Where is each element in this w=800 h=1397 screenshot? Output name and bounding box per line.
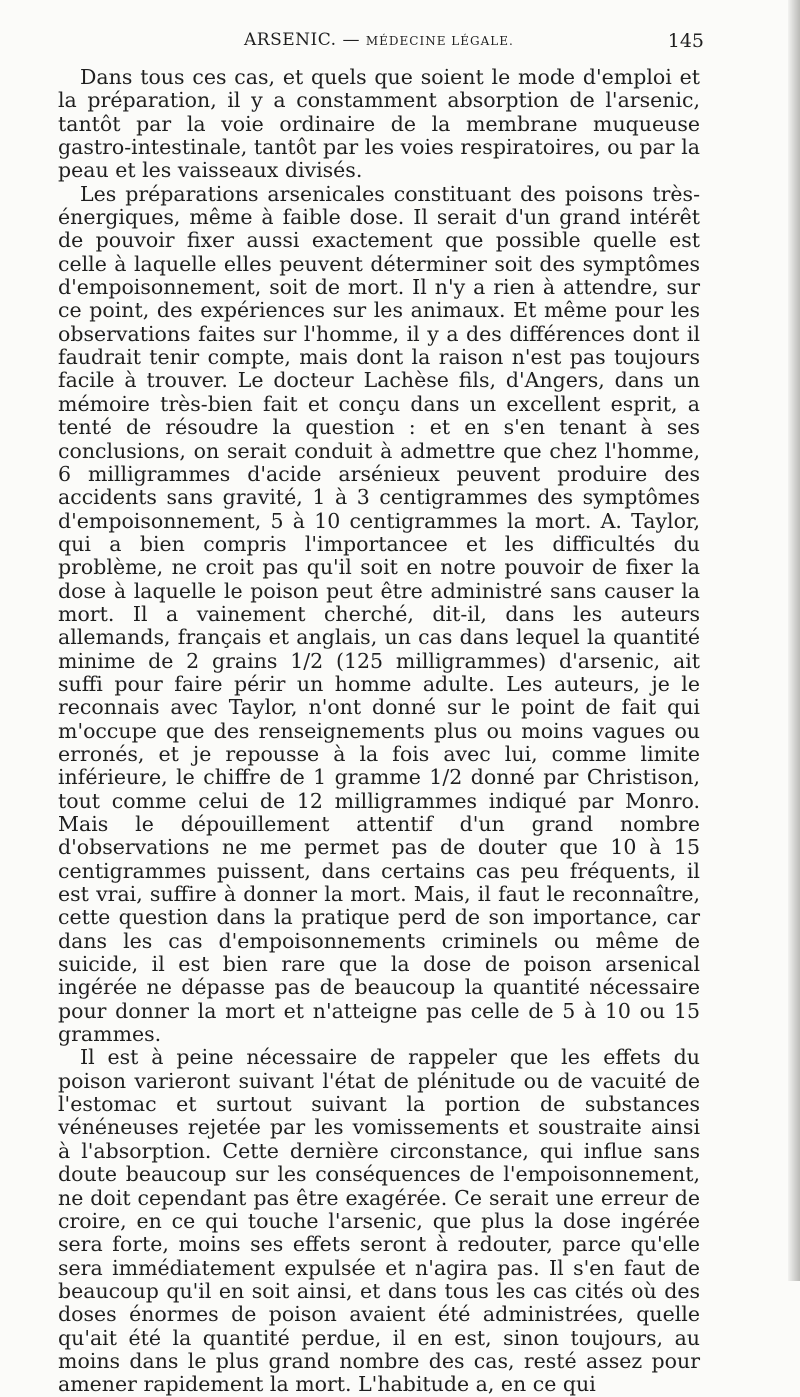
running-title bbox=[244, 30, 514, 50]
body-text bbox=[58, 66, 700, 1397]
page-number: 145 bbox=[667, 30, 704, 52]
paragraph-1: Dans tous ces cas, et quels que soient le mode d'emploi et la préparation, il y a constamment absorption de l'arsenic, tantôt par la voie ordinaire de la membrane muqueuse gastro-intestinale, tantôt par les voies respiratoires, ou par la peau et les vaisseaux divisés. bbox=[58, 65, 700, 183]
paragraph-2: Les préparations arsenicales constituant des poisons très-énergiques, même à faible dose. Il serait d'un grand intérêt de pouvoir fixer aussi exactement que possible quelle est celle à laquelle elles peuvent déterminer soit des symptômes d'empoisonnement, soit de mort. Il n'y a rien à attendre, sur ce point, des expériences sur les animaux. Et même pour les observations faites sur l'homme, il y a des différences dont il faudrait tenir compte, mais dont la raison n'est pas toujours facile à trouver. Le docteur Lachèse fils, d'Angers, dans un mémoire très-bien fait et conçu dans un excellent esprit, a tenté de résoudre la question : et en s'en tenant à ses conclusions, on serait conduit à admettre que chez l'homme, 6 milligrammes d'acide arsénieux peuvent produire des accidents sans gravité, 1 à 3 centigrammes des symptômes d'empoisonnement, 5 à 10 centigrammes la mort. A. Taylor, qui a bien compris l'importancee et les difficultés du problème, ne croit pas qu'il soit en notre pouvoir de fixer la dose à laquelle le poison peut être administré sans causer la mort. Il a vainement cherché, dit-il, dans les auteurs allemands, français et anglais, un cas dans lequel la quantité minime de 2 grains 1/2 (125 milligrammes) d'arsenic, ait suffi pour faire périr un homme adulte. Les auteurs, je le reconnais avec Taylor, n'ont donné sur le point de fait qui m'occupe que des renseignements plus ou moins vagues ou erronés, et je repousse à la fois avec lui, comme limite inférieure, le chiffre de 1 gramme 1/2 donné par Christison, tout comme celui de 12 milligrammes indiqué par Monro. Mais le dépouillement attentif d'un grand nombre d'observations ne me permet pas de douter que 10 à 15 centigrammes puissent, dans certains cas peu fréquents, il est vrai, suffire à donner la mort. Mais, il faut le reconnaître, cette question dans la pratique perd de son importance, car dans les cas d'empoisonnements criminels ou même de suicide, il est bien rare que la dose de poison arsenical ingérée ne dépasse pas de beaucoup la quantité nécessaire pour donner la mort et n'atteigne pas celle de 5 à 10 ou 15 grammes. bbox=[58, 181, 700, 1047]
running-title-section: MÉDECINE LÉGALE. bbox=[365, 34, 514, 48]
running-header bbox=[56, 30, 704, 60]
paragraph-3: Il est à peine nécessaire de rappeler que les effets du poison varieront suivant l'état de plénitude ou de vacuité de l'estomac et surtout suivant la portion de substances vénéneuses rejetée par les vomissements et soustraite ainsi à l'absorption. Cette dernière circonstance, qui influe sans doute beaucoup sur les conséquences de l'empoisonnement, ne doit cependant pas être exagérée. Ce serait une erreur de croire, en ce qui touche l'arsenic, que plus la dose ingérée sera forte, moins ses effets seront à redouter, parce qu'elle sera immédiatement expulsée et n'agira pas. Il s'en faut de beaucoup qu'il en soit ainsi, et dans tous les cas cités où des doses énormes de poison avaient été administrées, quelle qu'ait été la quantité perdue, il en est, sinon toujours, au moins dans le plus grand nombre des cas, resté assez pour amener rapidement la mort. L'habitude a, en ce qui bbox=[58, 1045, 700, 1397]
running-title-main: ARSENIC. bbox=[244, 30, 337, 50]
page-edge-shadow bbox=[788, 0, 800, 1281]
running-title-dash: — bbox=[342, 30, 360, 50]
